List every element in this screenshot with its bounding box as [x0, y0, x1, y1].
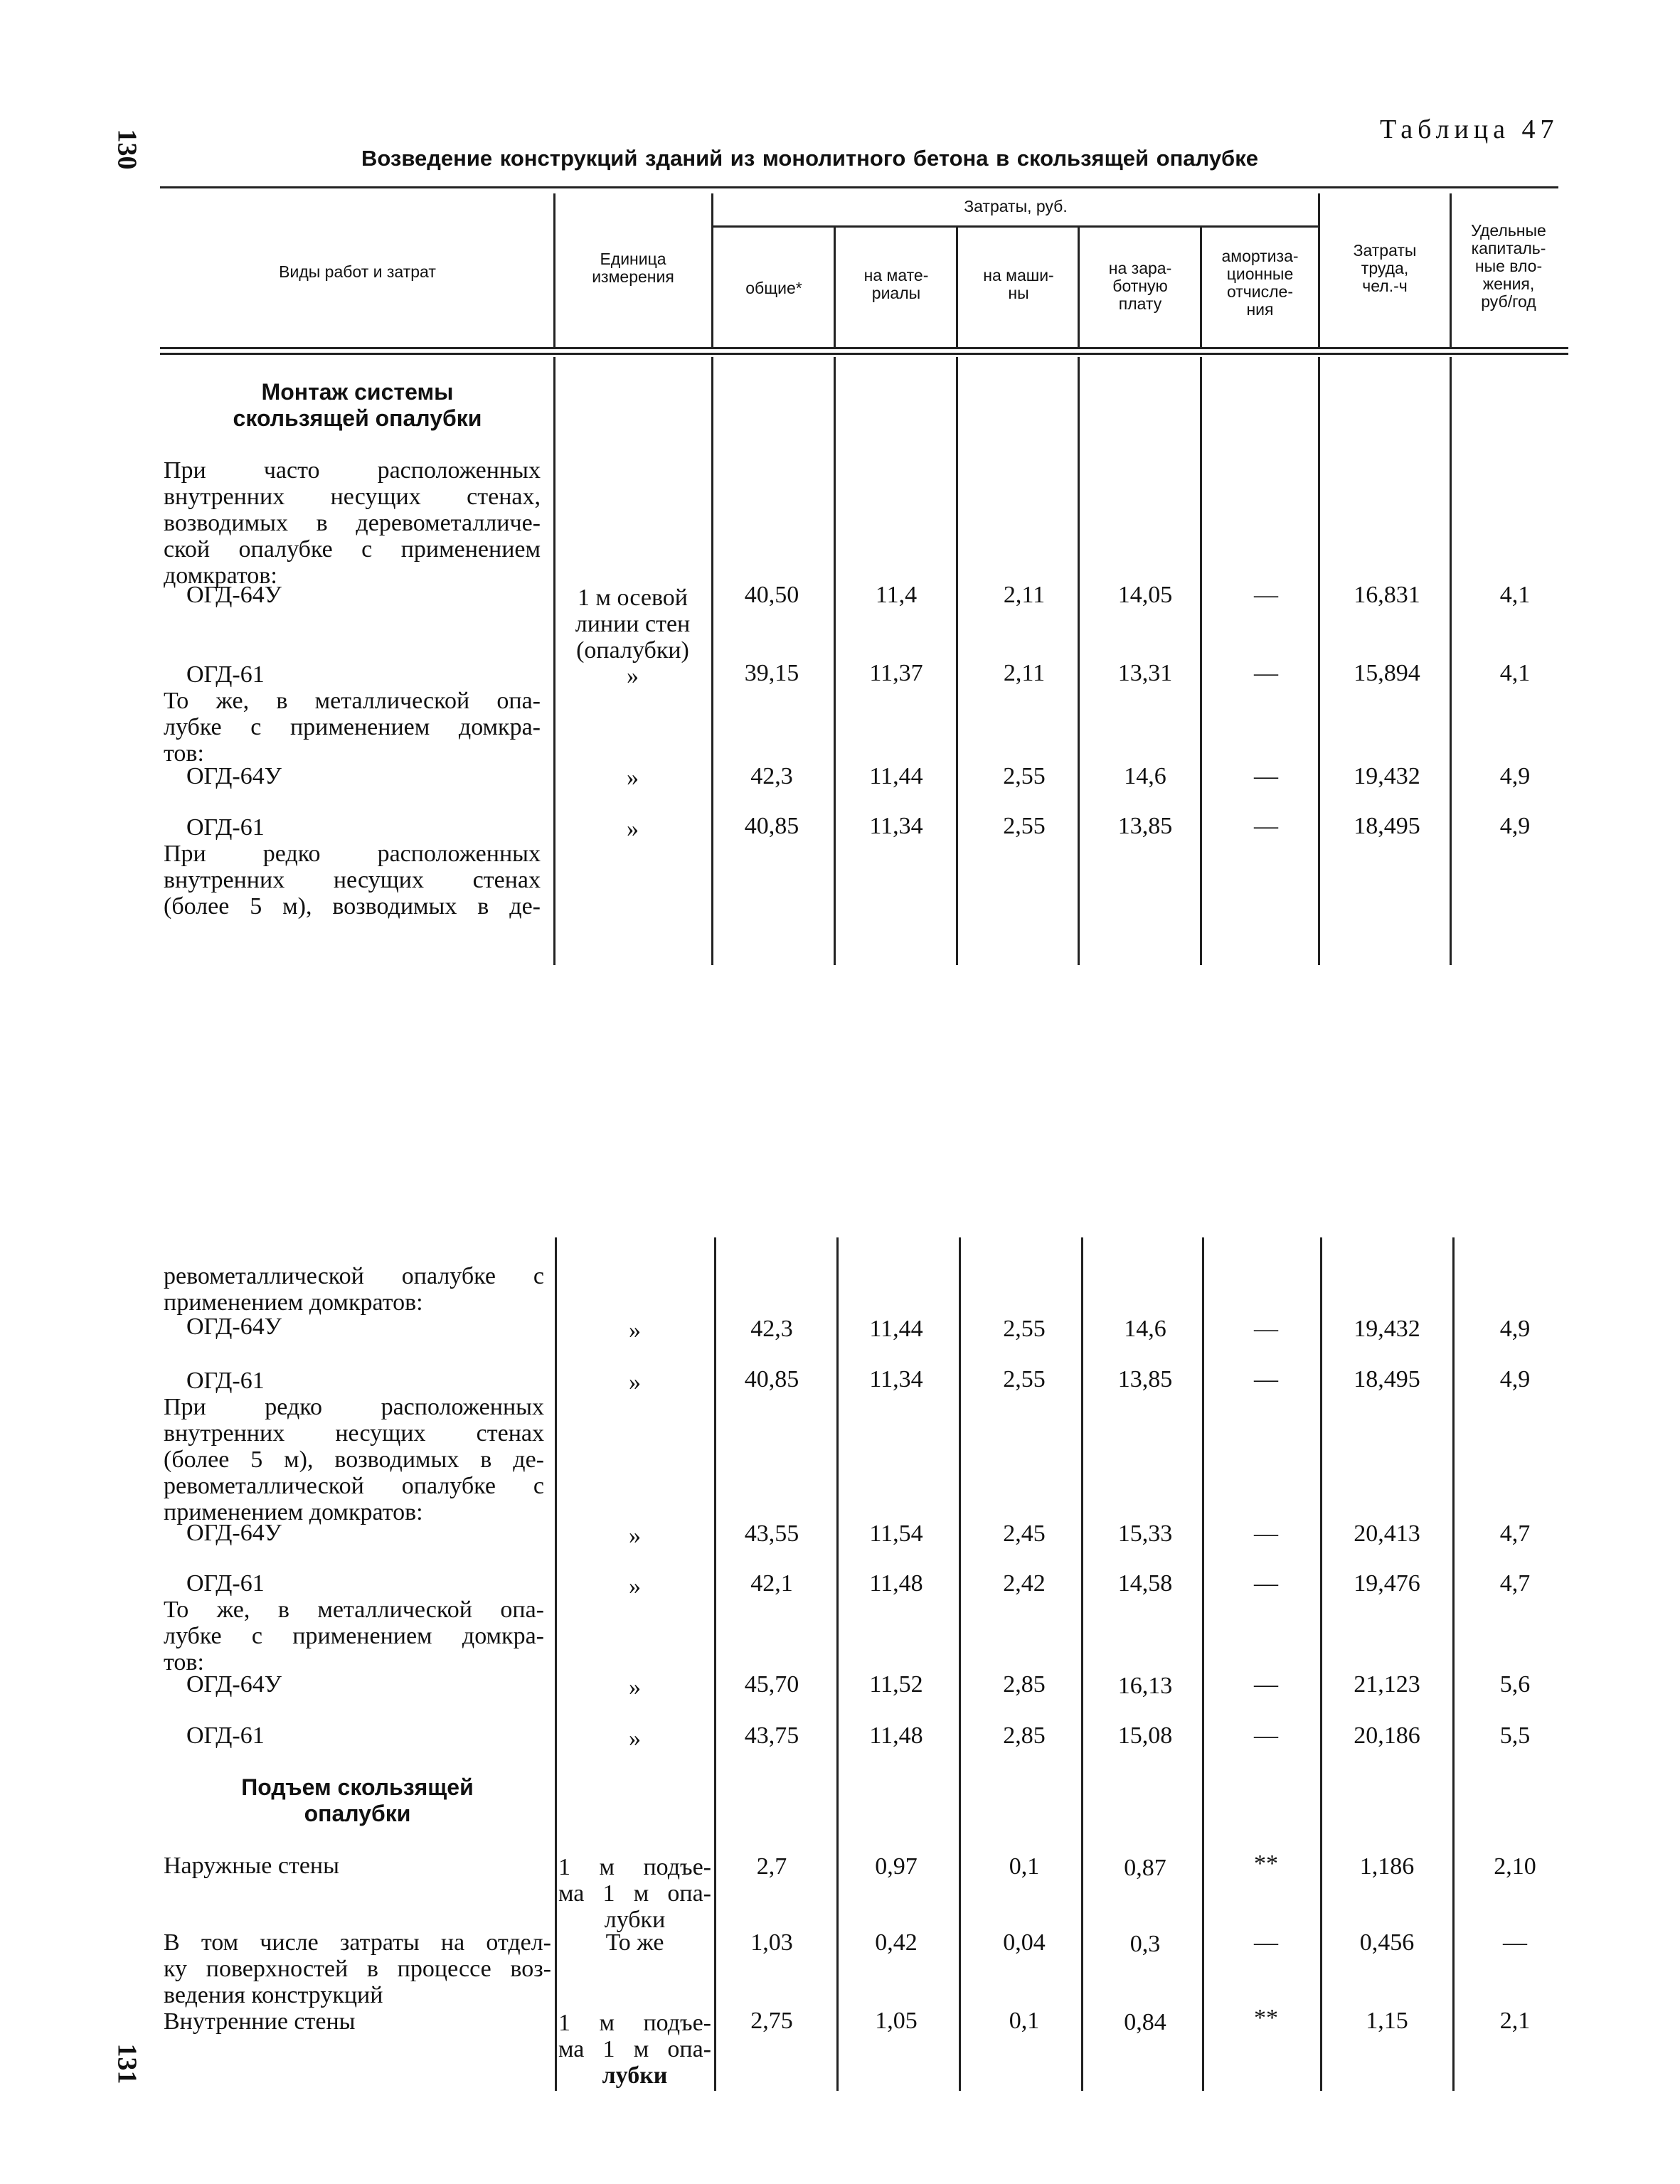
- row-unit: 1 м подъе- ма 1 м опа- лубки: [558, 1854, 711, 1933]
- cell-salary: 14,05: [1117, 582, 1173, 608]
- cell-labor: 19,432: [1354, 763, 1420, 789]
- cell-labor: 19,476: [1354, 1570, 1420, 1597]
- row-unit: »: [629, 1573, 641, 1599]
- section-title-installation: Монтаж системы скользящей опалубки: [233, 379, 482, 431]
- cell-total: 39,15: [744, 660, 799, 686]
- cell-capital: 2,1: [1499, 2008, 1531, 2034]
- row-unit: »: [629, 1725, 641, 1752]
- table-label: Таблица 47: [1380, 114, 1559, 144]
- cell-capital: 5,5: [1499, 1722, 1531, 1749]
- cell-materials: 11,34: [869, 813, 923, 839]
- body-vline: [711, 357, 713, 965]
- row-name: ОГД-61: [186, 1368, 265, 1394]
- cell-labor: 18,495: [1354, 813, 1420, 839]
- row-unit: »: [627, 816, 639, 842]
- cell-capital: —: [1503, 1929, 1527, 1956]
- cell-machines: 2,55: [1003, 813, 1046, 839]
- cell-machines: 0,1: [1009, 2008, 1040, 2034]
- cell-materials: 11,52: [869, 1671, 923, 1698]
- cell-total: 42,3: [750, 1316, 793, 1342]
- cell-salary: 13,85: [1117, 813, 1173, 839]
- cell-labor: 0,456: [1359, 1929, 1415, 1956]
- row-unit: »: [629, 1523, 641, 1549]
- cell-capital: 4,1: [1499, 660, 1531, 686]
- body-vline: [959, 1237, 961, 2091]
- cell-salary: 13,31: [1117, 660, 1173, 686]
- row-name: ОГД-64У: [186, 1520, 282, 1546]
- header-materials: на мате- риалы: [863, 266, 929, 302]
- cell-total: 43,75: [744, 1722, 799, 1749]
- cell-amortization: —: [1254, 1671, 1278, 1698]
- cell-machines: 0,1: [1009, 1853, 1040, 1880]
- cell-capital: 4,9: [1499, 1366, 1531, 1392]
- cell-labor: 16,831: [1354, 582, 1420, 608]
- cell-materials: 11,37: [869, 660, 923, 686]
- description-dense-walls: При часто расположенных внутренних несущих стенах, возводимых в деревометалличе- ской опалубке с применением домкратов:: [164, 457, 541, 589]
- cell-amortization: —: [1254, 763, 1278, 789]
- cell-capital: 4,9: [1499, 763, 1531, 789]
- cell-total: 45,70: [744, 1671, 799, 1698]
- cell-salary: 14,58: [1117, 1570, 1173, 1597]
- cell-machines: 2,55: [1003, 763, 1046, 789]
- description-metal-formwork-2: То же, в металлической опа- лубке с применением домкра- тов:: [164, 1597, 544, 1676]
- cell-capital: 2,10: [1494, 1853, 1536, 1880]
- body-vline: [834, 357, 836, 965]
- header-top-rule: [160, 186, 1558, 188]
- row-name: ОГД-61: [186, 661, 265, 688]
- row-name: В том числе затраты на отдел- ку поверхностей в процессе воз- ведения конструкций: [164, 1929, 551, 2008]
- row-name: ОГД-64У: [186, 763, 282, 789]
- row-unit: »: [627, 663, 639, 689]
- cell-amortization: —: [1254, 1316, 1278, 1342]
- cell-machines: 2,11: [1003, 582, 1046, 608]
- header-bottom-rule-2: [160, 353, 1568, 355]
- cell-amortization: —: [1254, 1520, 1278, 1547]
- row-unit: »: [629, 1317, 641, 1343]
- row-unit: »: [627, 765, 639, 791]
- header-vline: [711, 193, 713, 347]
- cell-machines: 2,55: [1003, 1366, 1046, 1392]
- header-amortization: амортиза- ционные отчисле- ния: [1221, 247, 1299, 319]
- row-unit: То же: [605, 1929, 664, 1956]
- cell-amortization: **: [1254, 2005, 1278, 2031]
- cell-total: 2,7: [756, 1853, 787, 1880]
- cell-salary: 0,84: [1124, 2009, 1166, 2035]
- cell-labor: 1,186: [1359, 1853, 1415, 1880]
- cell-labor: 1,15: [1366, 2008, 1408, 2034]
- cell-total: 2,75: [750, 2008, 793, 2034]
- body-vline: [555, 1237, 557, 2091]
- cell-salary: 14,6: [1124, 1316, 1166, 1342]
- row-name: ОГД-64У: [186, 1671, 282, 1698]
- body-vline: [1320, 1237, 1322, 2091]
- description-continued: ревометаллической опалубке с применением домкратов:: [164, 1263, 544, 1316]
- cell-amortization: —: [1254, 1722, 1278, 1749]
- cell-amortization: —: [1254, 1366, 1278, 1392]
- body-vline: [836, 1237, 839, 2091]
- cell-total: 40,85: [744, 813, 799, 839]
- cell-capital: 4,7: [1499, 1520, 1531, 1547]
- row-name: Внутренние стены: [164, 2008, 356, 2035]
- table-title: Возведение конструкций зданий из монолитного бетона в скользящей опалубке: [361, 146, 1258, 171]
- cell-total: 1,03: [750, 1929, 793, 1956]
- cell-machines: 2,11: [1003, 660, 1046, 686]
- row-unit: »: [629, 1369, 641, 1395]
- header-labor: Затраты труда, чел.-ч: [1353, 241, 1417, 295]
- page-number-top: 130: [112, 129, 142, 170]
- description-sparse-walls: При редко расположенных внутренних несущих стенах (более 5 м), возводимых в де-: [164, 841, 541, 920]
- cell-salary: 0,3: [1129, 1931, 1161, 1957]
- cell-materials: 11,4: [875, 582, 918, 608]
- body-vline: [956, 357, 958, 965]
- header-capital: Удельные капиталь- ные вло- жения, руб/год: [1471, 221, 1546, 311]
- cell-materials: 11,54: [869, 1520, 923, 1547]
- cell-capital: 4,7: [1499, 1570, 1531, 1597]
- costs-group-rule: [713, 225, 1318, 228]
- cell-total: 43,55: [744, 1520, 799, 1547]
- cell-machines: 2,85: [1003, 1722, 1046, 1749]
- body-vline: [1452, 1237, 1455, 2091]
- cell-labor: 18,495: [1354, 1366, 1420, 1392]
- cell-machines: 2,45: [1003, 1520, 1046, 1547]
- header-salary: на зара- ботную плату: [1108, 259, 1172, 313]
- body-vline: [1202, 1237, 1204, 2091]
- row-name: ОГД-61: [186, 814, 265, 841]
- cell-materials: 0,42: [875, 1929, 918, 1956]
- body-vline: [553, 357, 555, 965]
- cell-salary: 15,33: [1117, 1520, 1173, 1547]
- header-bottom-rule: [160, 347, 1568, 349]
- cell-labor: 15,894: [1354, 660, 1420, 686]
- description-sparse-walls-full: При редко расположенных внутренних несущих стенах (более 5 м), возводимых в де- ревометаллической опалубке с применением домкратов:: [164, 1394, 544, 1525]
- cell-amortization: —: [1254, 660, 1278, 686]
- cell-labor: 20,413: [1354, 1520, 1420, 1547]
- body-vline: [1081, 1237, 1083, 2091]
- cell-salary: 0,87: [1124, 1855, 1166, 1881]
- cell-materials: 11,44: [869, 1316, 923, 1342]
- cell-salary: 14,6: [1124, 763, 1166, 789]
- cell-machines: 2,42: [1003, 1570, 1046, 1597]
- page-number-bottom: 131: [112, 2043, 142, 2084]
- cell-materials: 11,34: [869, 1366, 923, 1392]
- body-vline: [714, 1237, 716, 2091]
- cell-amortization: **: [1254, 1850, 1278, 1877]
- header-work-types: Виды работ и затрат: [279, 262, 436, 281]
- cell-total: 42,1: [750, 1570, 793, 1597]
- cell-materials: 1,05: [875, 2008, 918, 2034]
- description-metal-formwork: То же, в металлической опа- лубке с применением домкра- тов:: [164, 688, 541, 767]
- cell-materials: 11,48: [869, 1722, 923, 1749]
- cell-labor: 19,432: [1354, 1316, 1420, 1342]
- cell-capital: 4,9: [1499, 1316, 1531, 1342]
- row-name: Наружные стены: [164, 1853, 339, 1879]
- row-name: ОГД-61: [186, 1722, 265, 1749]
- cell-materials: 11,44: [869, 763, 923, 789]
- row-unit: »: [629, 1674, 641, 1700]
- cell-total: 40,50: [744, 582, 799, 608]
- cell-salary: 13,85: [1117, 1366, 1173, 1392]
- section-title-lifting: Подъем скользящей опалубки: [241, 1774, 474, 1826]
- cell-salary: 16,13: [1117, 1673, 1173, 1699]
- cell-capital: 4,9: [1499, 813, 1531, 839]
- cell-amortization: —: [1254, 582, 1278, 608]
- row-name: ОГД-64У: [186, 1314, 282, 1340]
- cell-labor: 20,186: [1354, 1722, 1420, 1749]
- cell-materials: 0,97: [875, 1853, 918, 1880]
- row-unit: 1 м подъе- ма 1 м опа- лубки: [558, 2010, 711, 2089]
- cell-amortization: —: [1254, 1570, 1278, 1597]
- header-costs-group: Затраты, руб.: [964, 197, 1068, 215]
- body-vline: [1450, 357, 1452, 965]
- cell-amortization: —: [1254, 1929, 1278, 1956]
- cell-labor: 21,123: [1354, 1671, 1420, 1698]
- header-unit: Единица измерения: [592, 250, 674, 286]
- cell-amortization: —: [1254, 813, 1278, 839]
- cell-capital: 4,1: [1499, 582, 1531, 608]
- cell-salary: 15,08: [1117, 1722, 1173, 1749]
- row-name: ОГД-64У: [186, 582, 282, 608]
- cell-machines: 2,85: [1003, 1671, 1046, 1698]
- row-unit: 1 м осевой линии стен (опалубки): [575, 585, 691, 664]
- cell-capital: 5,6: [1499, 1671, 1531, 1698]
- header-total: общие*: [745, 279, 802, 297]
- header-machines: на маши- ны: [983, 266, 1054, 302]
- cell-machines: 2,55: [1003, 1316, 1046, 1342]
- cell-total: 40,85: [744, 1366, 799, 1392]
- row-name: ОГД-61: [186, 1570, 265, 1597]
- cell-total: 42,3: [750, 763, 793, 789]
- cell-machines: 0,04: [1003, 1929, 1046, 1956]
- cell-materials: 11,48: [869, 1570, 923, 1597]
